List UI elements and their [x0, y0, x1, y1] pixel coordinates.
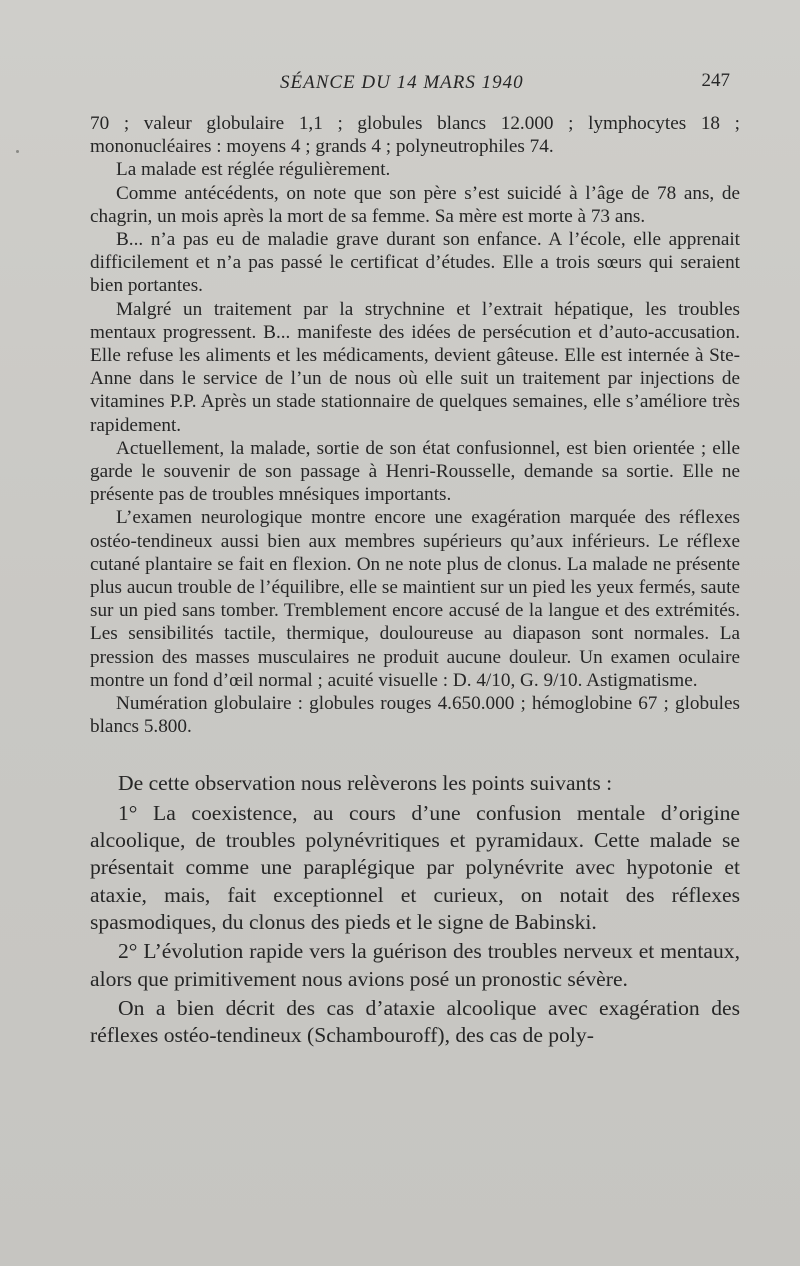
paragraph-blood-count-continued: 70 ; valeur globulaire 1,1 ; globules blancs 12.000 ; lymphocytes 18 ; mononucléaires : moyens 4 ; grands 4 ; polyneutrophiles 74.: [90, 113, 740, 158]
paragraph-treatment: Malgré un traitement par la strychnine et l’extrait hépatique, les troubles mentaux progressent. B... manifeste des idées de persécution et d’auto-accusation. Elle refuse les aliments et les médicaments, devient gâteuse. Elle est internée à Ste-Anne dans le service de l’un de nous où elle suit un traitement par injections de vitamines P.P. Après un stade stationnaire de quelques semaines, elle s’améliore très rapidement.: [90, 298, 740, 436]
paragraph-family-history: Comme antécédents, on note que son père s’est suicidé à l’âge de 78 ans, de chagrin, un mois après la mort de sa femme. Sa mère est morte à 73 ans.: [90, 182, 740, 227]
paragraph-menstruation: La malade est réglée régulièrement.: [116, 159, 391, 181]
paragraph-childhood: B... n’a pas eu de maladie grave durant son enfance. A l’école, elle apprenait difficilement et n’a pas passé le certificat d’études. Elle a trois sœurs qui seraient bien portantes.: [90, 229, 740, 297]
case-report-section: [90, 112, 740, 738]
paragraph-neurological-exam: L’examen neurologique montre encore une exagération marquée des réflexes ostéo-tendineux aussi bien aux membres supérieurs qu’aux inférieurs. Le réflexe cutané plantaire se fait en flexion. On ne note plus de clonus. La malade ne présente plus aucun trouble de l’équilibre, elle se maintient sur un pied les yeux fermés, saute sur un pied sans tomber. Tremblement encore accusé de la langue et des extrémités. Les sensibilités tactile, thermique, douloureuse au diapason sont normales. La pression des masses musculaires ne produit aucune douleur. Un examen oculaire montre un fond d’œil normal ; acuité visuelle : D. 4/10, G. 9/10. Astigmatisme.: [90, 507, 740, 691]
page-header: [90, 70, 730, 100]
paragraph-point-one: 1° La coexistence, au cours d’une confusion mentale d’origine alcoolique, de troubles polynévritiques et pyramidaux. Cette malade se présentait comme une paraplégique par polynévrite avec hypotonie et ataxie, mais, fait exceptionnel et curieux, on notait des réflexes spasmodiques, du clonus des pieds et le signe de Babinski.: [90, 800, 740, 934]
running-title: SÉANCE DU 14 MARS 1940: [280, 72, 524, 93]
paragraph-point-two: 2° L’évolution rapide vers la guérison des troubles nerveux et mentaux, alors que primitivement nous avions posé un pronostic sévère.: [90, 939, 740, 991]
paragraph-blood-count: Numération globulaire : globules rouges 4.650.000 ; hémoglobine 67 ; globules blancs 5.800.: [90, 693, 740, 738]
paragraph-current-state: Actuellement, la malade, sortie de son état confusionnel, est bien orientée ; elle garde le souvenir de son passage à Henri-Rousselle, demande sa sortie. Elle ne présente pas de troubles mnésiques importants.: [90, 437, 740, 506]
paragraph-observations-intro: De cette observation nous relèverons les points suivants :: [118, 771, 613, 796]
page-speck: [16, 150, 19, 153]
page-number: 247: [701, 70, 730, 91]
paragraph-literature: On a bien décrit des cas d’ataxie alcoolique avec exagération des réflexes ostéo-tendineux (Schambouroff), des cas de poly-: [90, 995, 740, 1048]
body-text: [90, 112, 740, 1051]
discussion-section: [90, 770, 740, 1049]
